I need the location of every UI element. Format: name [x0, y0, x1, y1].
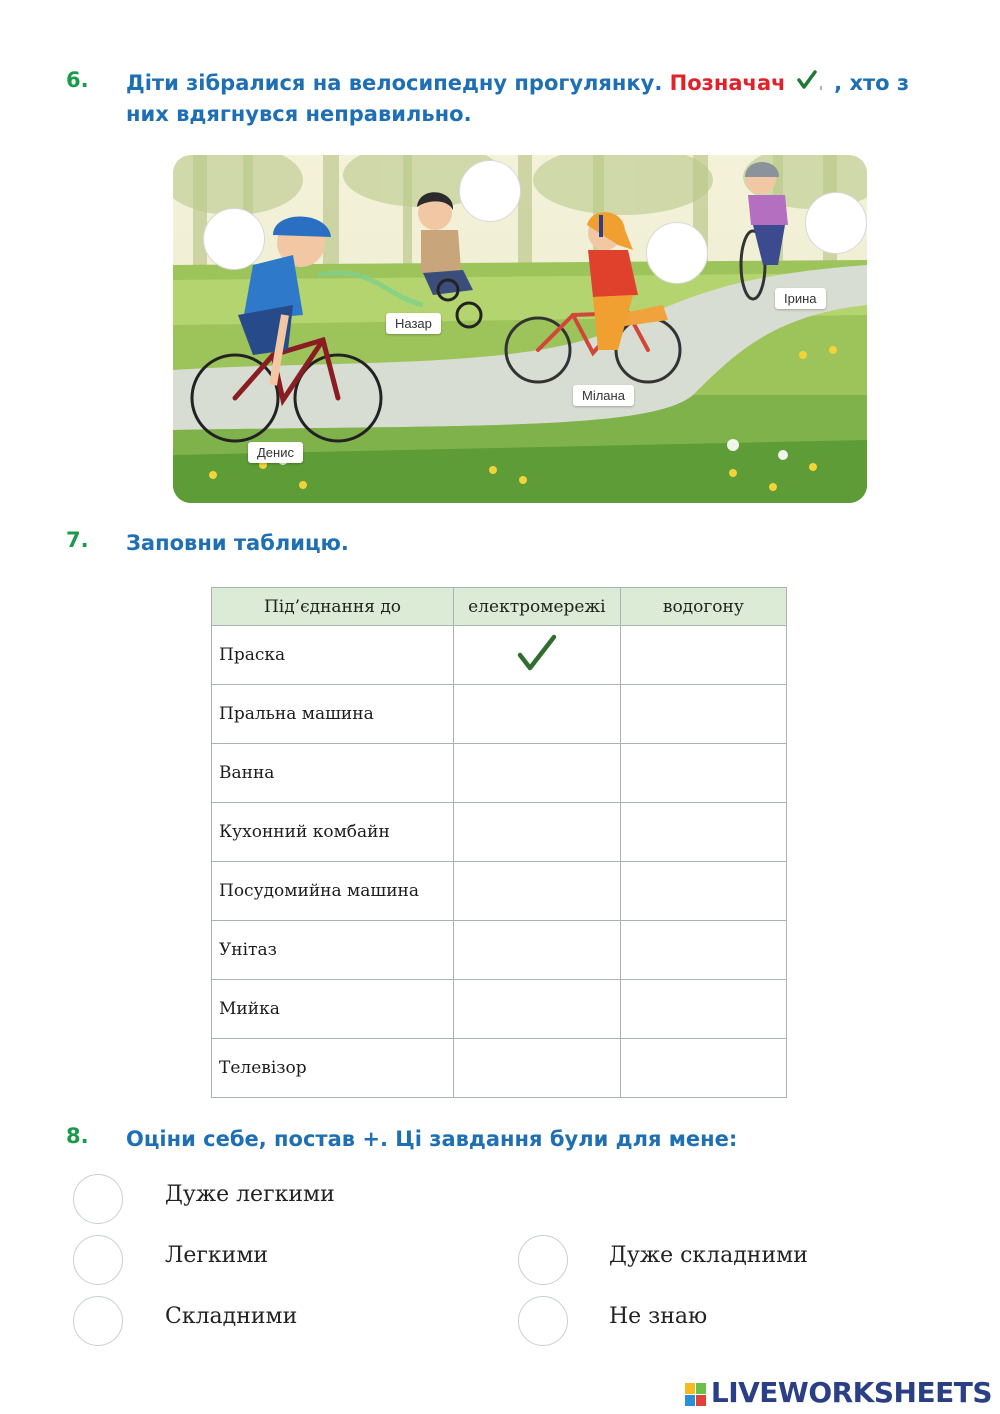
cell-electric[interactable]: [454, 1039, 621, 1098]
question-8: [66, 1124, 737, 1155]
answer-circle-nazar[interactable]: [459, 160, 521, 222]
question-6-text-before: Діти зібралися на велосипедну прогулянку.: [126, 71, 663, 95]
header-connection: Під’єднання до: [212, 588, 454, 626]
cell-electric[interactable]: [454, 685, 621, 744]
name-label-iryna: Ірина: [775, 288, 826, 309]
header-electric: електромережі: [454, 588, 621, 626]
cell-electric[interactable]: [454, 803, 621, 862]
row-item: Праска: [212, 626, 454, 685]
row-item: Мийка: [212, 980, 454, 1039]
option-circle-dont-know[interactable]: [518, 1296, 568, 1346]
table-row: [212, 921, 787, 980]
option-label-very-hard: Дуже складними: [609, 1243, 808, 1268]
row-item: Унітаз: [212, 921, 454, 980]
table-row: [212, 980, 787, 1039]
bike-scene-illustration: [173, 155, 867, 503]
row-item: Ванна: [212, 744, 454, 803]
table-row: [212, 626, 787, 685]
answer-circle-milana[interactable]: [646, 222, 708, 284]
cell-electric[interactable]: [454, 921, 621, 980]
question-8-text: Оціни себе, постав +. Ці завдання були для мене:: [126, 1127, 738, 1151]
question-7-text: Заповни таблицю.: [126, 531, 349, 555]
option-label-dont-know: Не знаю: [609, 1304, 708, 1329]
row-item: Пральна машина: [212, 685, 454, 744]
answer-circle-denys[interactable]: [203, 208, 265, 270]
name-label-milana: Мілана: [573, 385, 634, 406]
cell-water[interactable]: [620, 744, 786, 803]
question-7: [66, 528, 349, 559]
check-icon: [517, 633, 557, 673]
question-6-text-after: , хто з них вдягнувся неправильно.: [126, 71, 910, 126]
table-row: [212, 685, 787, 744]
question-6-number: 6.: [66, 68, 89, 92]
table-row: [212, 1039, 787, 1098]
cell-water[interactable]: [620, 921, 786, 980]
option-label-easy: Легкими: [165, 1243, 269, 1268]
cell-water[interactable]: [620, 1039, 786, 1098]
question-6-text: [126, 68, 956, 130]
cell-water[interactable]: [620, 685, 786, 744]
row-item: Посудомийна машина: [212, 862, 454, 921]
option-circle-very-easy[interactable]: [73, 1174, 123, 1224]
header-water: водогону: [620, 588, 786, 626]
liveworksheets-logo-icon: [685, 1381, 707, 1405]
liveworksheets-brand-text: LIVEWORKSHEETS: [710, 1376, 992, 1409]
cell-water[interactable]: [620, 980, 786, 1039]
row-item: Кухонний комбайн: [212, 803, 454, 862]
cell-electric[interactable]: [454, 980, 621, 1039]
option-circle-hard[interactable]: [73, 1296, 123, 1346]
question-8-number: 8.: [66, 1124, 89, 1148]
appliance-table: [211, 587, 787, 1098]
option-circle-easy[interactable]: [73, 1235, 123, 1285]
table-row: [212, 862, 787, 921]
option-label-very-easy: Дуже легкими: [165, 1182, 335, 1207]
table-row: [212, 803, 787, 862]
cell-electric[interactable]: [454, 744, 621, 803]
question-6-text-red: Позначач: [669, 71, 786, 95]
cell-water[interactable]: [620, 862, 786, 921]
name-label-nazar: Назар: [386, 313, 441, 334]
option-label-hard: Складними: [165, 1304, 298, 1329]
cell-electric[interactable]: [454, 626, 621, 685]
answer-circle-iryna[interactable]: [805, 192, 867, 254]
question-7-number: 7.: [66, 528, 89, 552]
cell-water[interactable]: [620, 626, 786, 685]
row-item: Телевізор: [212, 1039, 454, 1098]
check-icon: [793, 68, 827, 98]
name-label-denys: Денис: [248, 442, 303, 463]
cell-water[interactable]: [620, 803, 786, 862]
option-circle-very-hard[interactable]: [518, 1235, 568, 1285]
table-row: [212, 744, 787, 803]
table-header-row: [212, 588, 787, 626]
liveworksheets-brand[interactable]: [685, 1376, 992, 1409]
cell-electric[interactable]: [454, 862, 621, 921]
question-6: [66, 68, 956, 130]
